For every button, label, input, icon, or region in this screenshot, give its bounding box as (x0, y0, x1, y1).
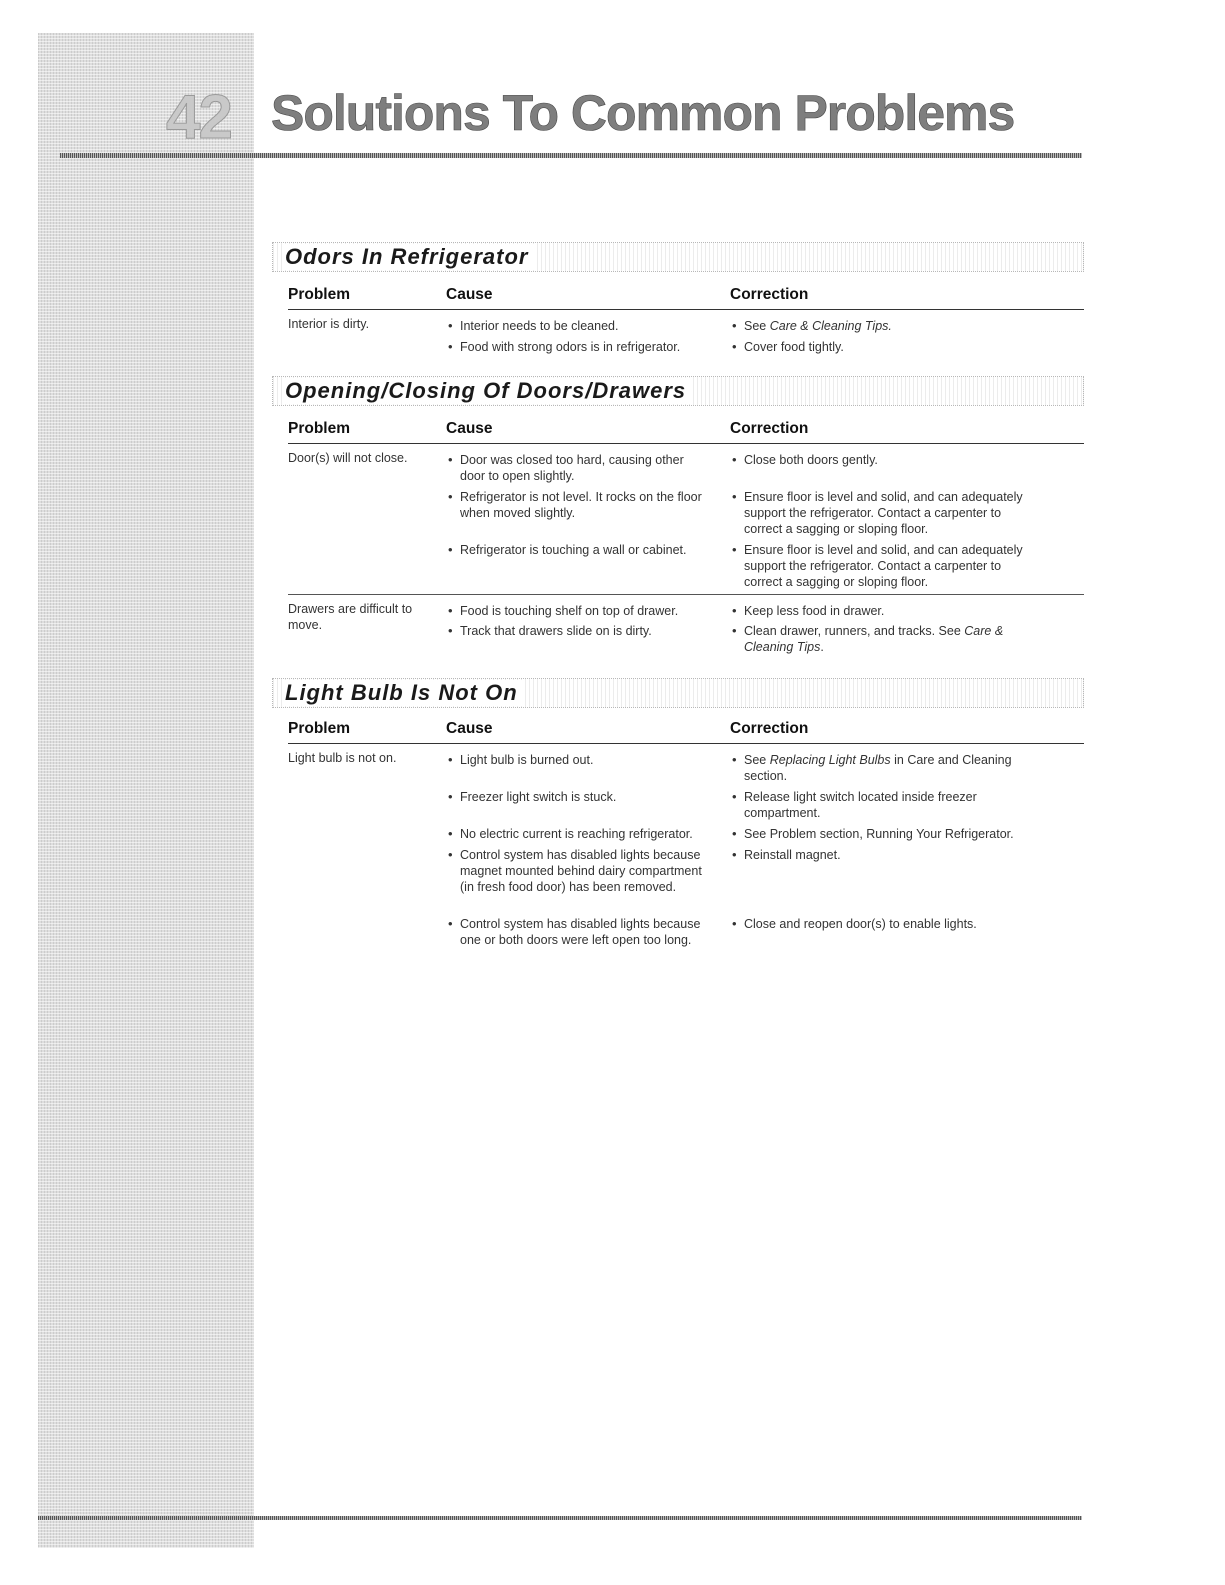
page-title: Solutions To Common Problems (271, 85, 1015, 141)
problem-cell: Light bulb is not on. (288, 751, 397, 765)
header-rule (60, 153, 1082, 158)
correction-item: • See Care & Cleaning Tips. (730, 318, 1030, 334)
header-cause: Cause (446, 420, 493, 437)
cause-item: • Freezer light switch is stuck. (446, 789, 711, 805)
problem-table (288, 720, 1084, 984)
table-row (288, 310, 1084, 360)
section-title: Odors In Refrigerator (285, 244, 534, 270)
table-row (288, 594, 1084, 658)
table-header (288, 420, 1084, 444)
cause-item: • Food is touching shelf on top of drawer. (446, 603, 711, 619)
section-title: Opening/Closing Of Doors/Drawers (285, 378, 692, 404)
cause-item: • Control system has disabled lights because magnet mounted behind dairy compartment (in fresh food door) has been removed. (446, 847, 711, 895)
section-doors-drawers (272, 376, 1084, 666)
table-row (288, 444, 1084, 594)
correction-item: • Ensure floor is level and solid, and can adequately support the refrigerator. Contact a carpenter to correct a sagging or sloping floor. (730, 489, 1030, 537)
section-odors (272, 242, 1084, 362)
correction-item: • Release light switch located inside freezer compartment. (730, 789, 1030, 821)
cause-item: • Interior needs to be cleaned. (446, 318, 711, 334)
cause-item: • Track that drawers slide on is dirty. (446, 623, 711, 639)
table-row (288, 744, 1084, 984)
correction-item: • Cover food tightly. (730, 339, 1030, 355)
correction-item: • Reinstall magnet. (730, 847, 1030, 863)
cause-item: • No electric current is reaching refrigerator. (446, 826, 711, 842)
header-cause: Cause (446, 286, 493, 303)
header-correction: Correction (730, 720, 809, 737)
table-header (288, 286, 1084, 310)
cause-item: • Refrigerator is not level. It rocks on the floor when moved slightly. (446, 489, 711, 521)
section-header (272, 376, 1084, 406)
header-correction: Correction (730, 420, 809, 437)
problem-cell: Drawers are difficult to move. (288, 602, 413, 632)
correction-item: • Close both doors gently. (730, 452, 1030, 468)
problem-table (288, 286, 1084, 360)
section-header (272, 242, 1084, 272)
header-cause: Cause (446, 720, 493, 737)
table-header (288, 720, 1084, 744)
header-problem: Problem (288, 720, 351, 737)
footer-rule (38, 1516, 1082, 1520)
cause-item: • Food with strong odors is in refrigerator. (446, 339, 711, 355)
cause-item: • Light bulb is burned out. (446, 752, 711, 768)
cause-item: • Door was closed too hard, causing other door to open slightly. (446, 452, 711, 484)
problem-cell: Interior is dirty. (288, 317, 370, 331)
page-number: 42 (166, 83, 231, 152)
cause-item: • Control system has disabled lights because one or both doors were left open too long. (446, 916, 711, 948)
correction-item: • Close and reopen door(s) to enable lights. (730, 916, 1030, 932)
header-problem: Problem (288, 420, 351, 437)
problem-cell: Door(s) will not close. (288, 451, 408, 465)
problem-table (288, 420, 1084, 658)
section-title: Light Bulb Is Not On (285, 680, 524, 706)
correction-item: • Keep less food in drawer. (730, 603, 1030, 619)
section-light-bulb (272, 678, 1084, 978)
cause-item: • Refrigerator is touching a wall or cabinet. (446, 542, 711, 558)
correction-item: • See Problem section, Running Your Refrigerator. (730, 826, 1030, 842)
section-header (272, 678, 1084, 708)
correction-item: • Clean drawer, runners, and tracks. See Care & Cleaning Tips. (730, 623, 1030, 655)
sidebar-pattern (38, 33, 254, 1548)
correction-item: • See Replacing Light Bulbs in Care and Cleaning section. (730, 752, 1030, 784)
header-problem: Problem (288, 286, 351, 303)
header-correction: Correction (730, 286, 809, 303)
correction-item: • Ensure floor is level and solid, and can adequately support the refrigerator. Contact a carpenter to correct a sagging or sloping floor. (730, 542, 1030, 590)
